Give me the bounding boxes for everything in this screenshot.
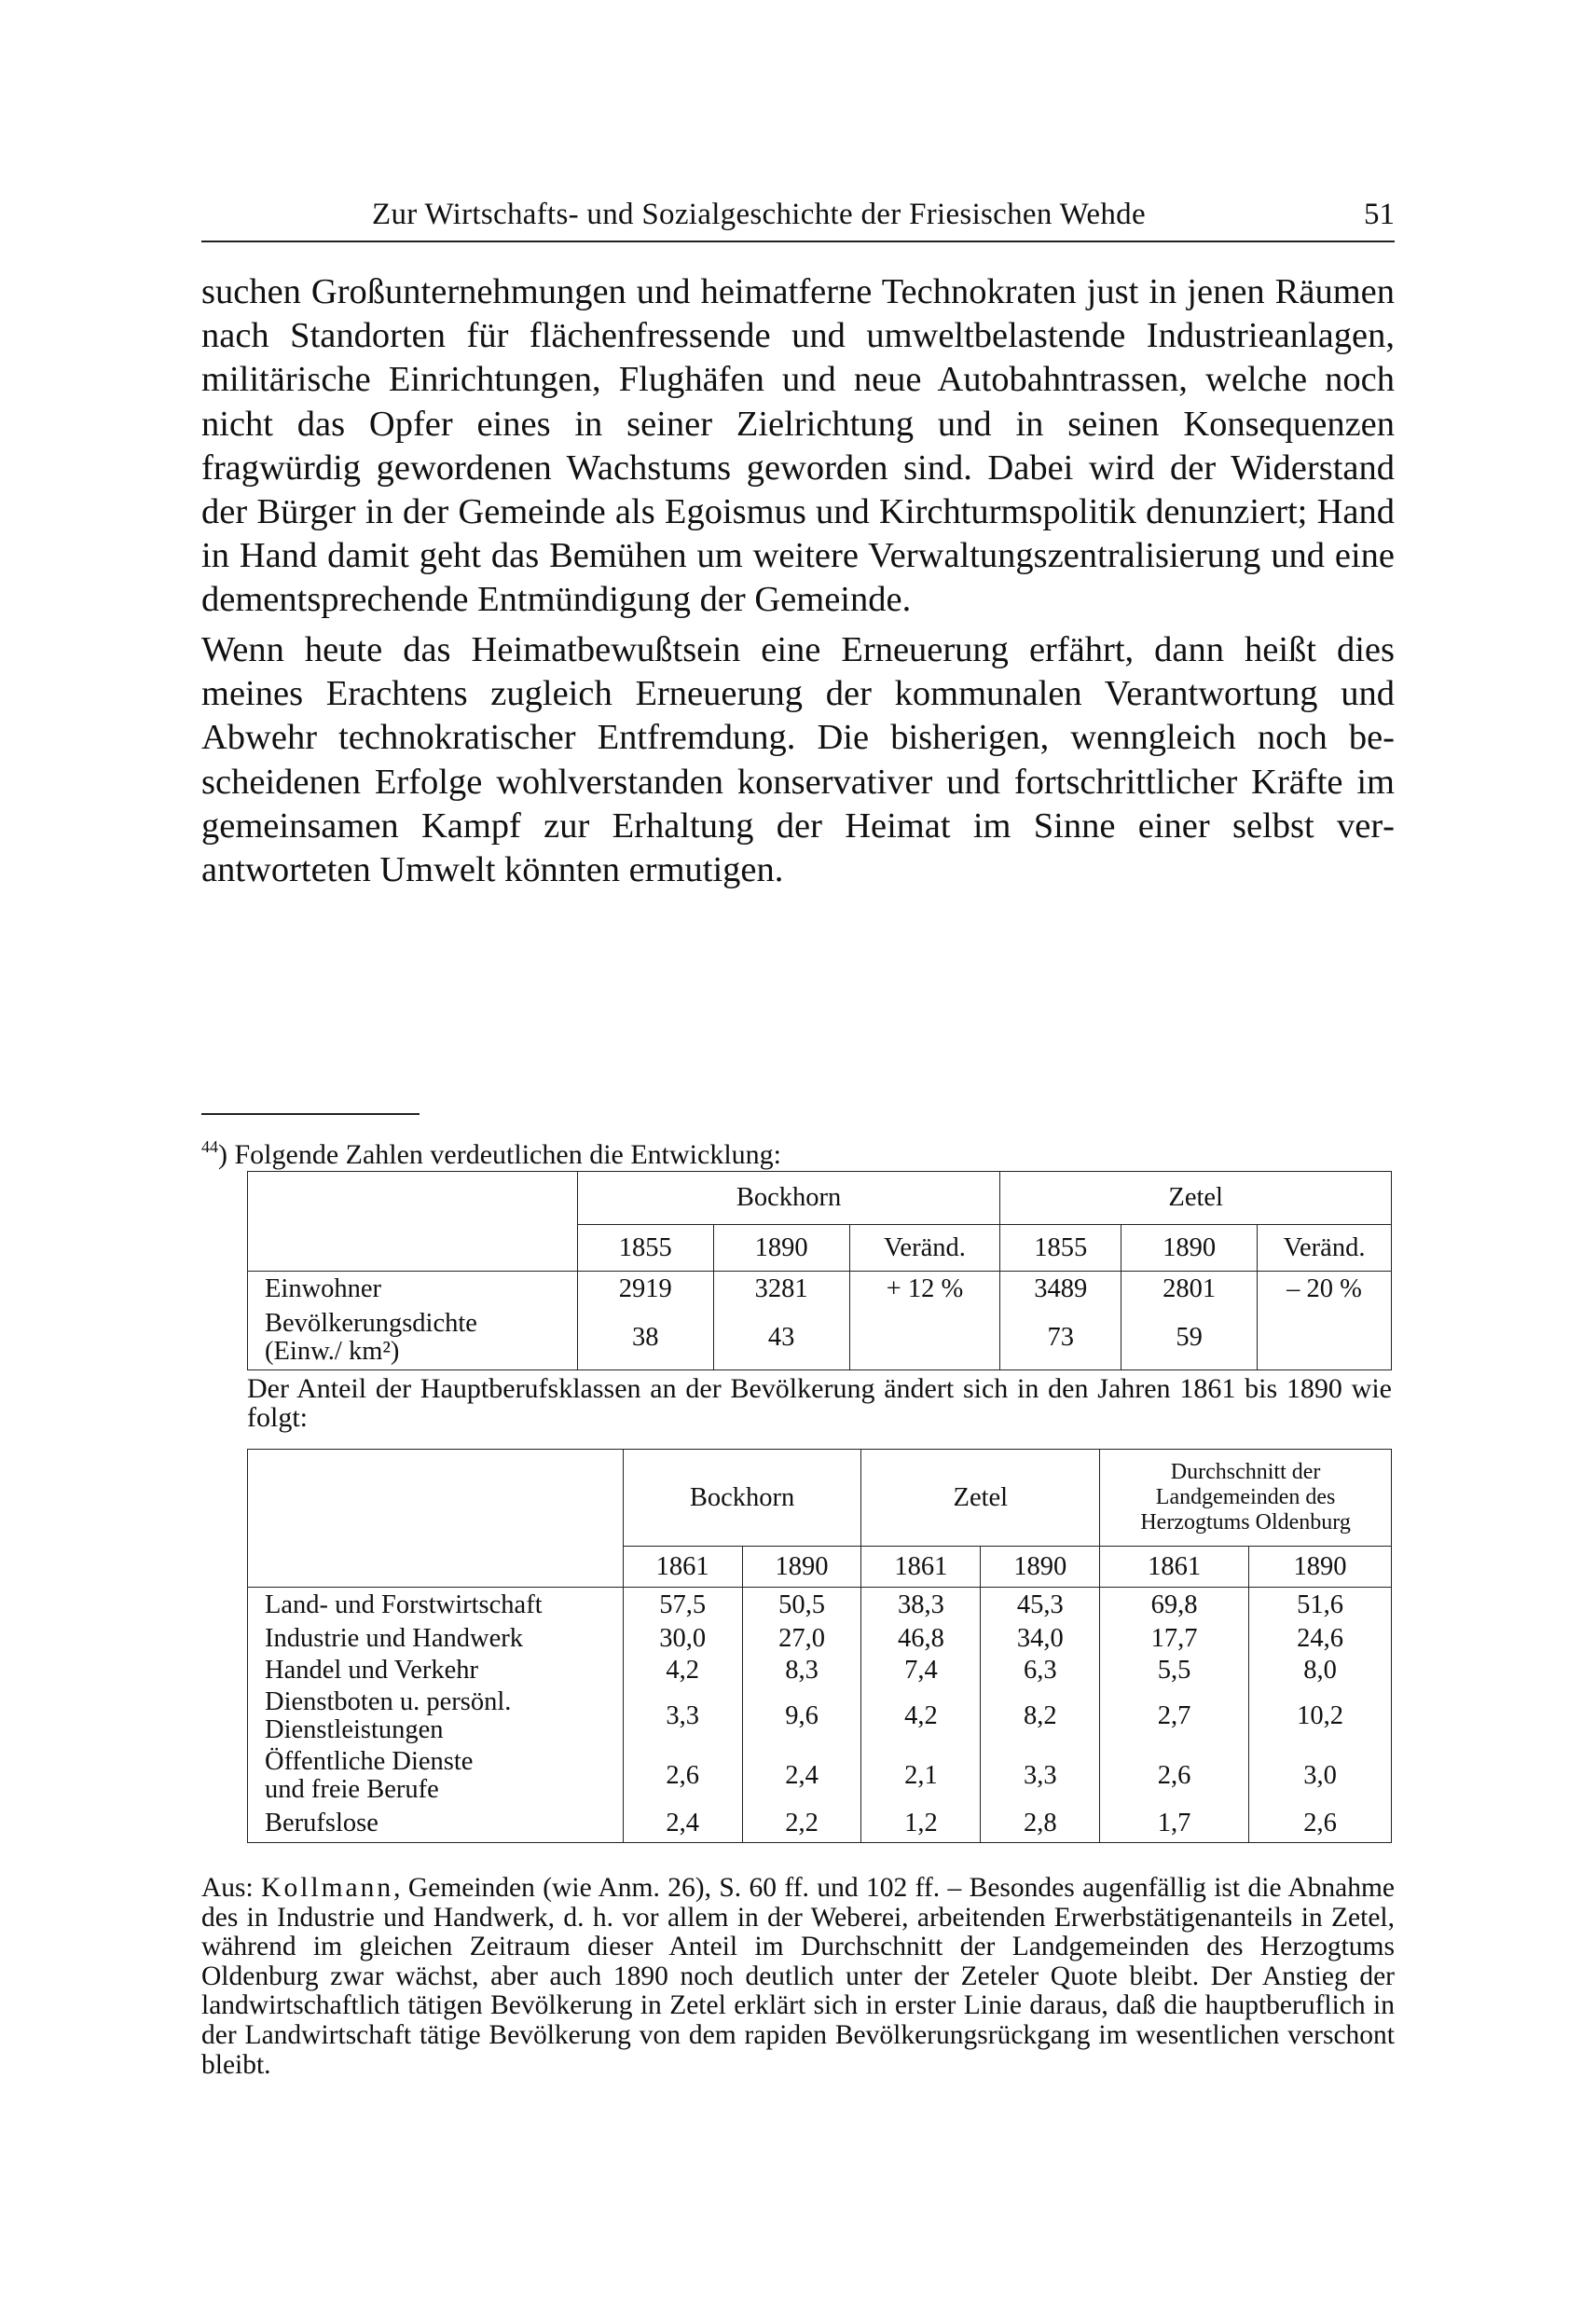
body-paragraph-2: Wenn heute das Heimatbewußtsein eine Erneuerung erfährt, dann heißt dies meines Erachtens zugleich Erneuerung der kommunalen Verantwortung und Abwehr technokratischer Entfremdung. Die bisherigen, wenngleich noch bescheidenen Erfolge wohlverstanden konservativer und fortschrittlicher Kräfte im gemeinsamen Kampf zur Erhaltung der Heimat im Sinne einer selbst verantworteten Umwelt könnten ermutigen. bbox=[201, 630, 1395, 890]
table-cell: 1,7 bbox=[1100, 1806, 1249, 1843]
table-row bbox=[248, 1623, 1392, 1655]
table1-subheader: 1890 bbox=[713, 1225, 849, 1272]
table2-subheader: 1890 bbox=[742, 1547, 861, 1588]
table-cell: 8,3 bbox=[742, 1655, 861, 1686]
table-cell: 46,8 bbox=[861, 1623, 981, 1655]
table1-group-header: Bockhorn bbox=[577, 1172, 1000, 1225]
table-cell: 51,6 bbox=[1249, 1588, 1392, 1623]
table-cell: 3,3 bbox=[981, 1746, 1100, 1806]
table2-group-header bbox=[1100, 1450, 1392, 1547]
group-header-line: Landgemeinden des bbox=[1155, 1485, 1336, 1509]
table-cell: 57,5 bbox=[623, 1588, 742, 1623]
row-label: Handel und Verkehr bbox=[248, 1655, 624, 1686]
table-cell: 3,3 bbox=[623, 1686, 742, 1746]
table-cell: 38 bbox=[577, 1307, 713, 1370]
footnote-intro-text: ) Folgende Zahlen verdeutlichen die Entwicklung: bbox=[218, 1139, 781, 1170]
table-cell: 2,1 bbox=[861, 1746, 981, 1806]
row-label bbox=[248, 1746, 624, 1806]
occupation-table bbox=[247, 1449, 1392, 1843]
table2-label-cell bbox=[248, 1547, 624, 1588]
row-label-line: und freie Berufe bbox=[265, 1774, 439, 1804]
table-cell: 30,0 bbox=[623, 1623, 742, 1655]
table-row bbox=[248, 1806, 1392, 1843]
table-cell: 6,3 bbox=[981, 1655, 1100, 1686]
table2-subheader: 1861 bbox=[861, 1547, 981, 1588]
table-cell: 24,6 bbox=[1249, 1623, 1392, 1655]
table-cell: 38,3 bbox=[861, 1588, 981, 1623]
row-label-line: (Einw./ km²) bbox=[265, 1337, 400, 1367]
footnote-rule bbox=[201, 1113, 420, 1115]
table-cell: 2,6 bbox=[1249, 1806, 1392, 1843]
population-table bbox=[247, 1171, 1392, 1370]
table-cell: 2,4 bbox=[623, 1806, 742, 1843]
table-cell: 2,4 bbox=[742, 1746, 861, 1806]
table-cell: 17,7 bbox=[1100, 1623, 1249, 1655]
group-header-line: Durchschnitt der bbox=[1170, 1460, 1321, 1484]
table-cell: 1,2 bbox=[861, 1806, 981, 1843]
row-label bbox=[248, 1307, 578, 1370]
table2-subheader: 1890 bbox=[981, 1547, 1100, 1588]
table-row bbox=[248, 1272, 1392, 1307]
table-transition-text: Der Anteil der Hauptberufsklassen an der Bevölkerung ändert sich in den Jahren 1861 bis 1890 wie folgt: bbox=[247, 1373, 1392, 1433]
source-note bbox=[201, 1874, 1395, 2080]
table-cell: 3281 bbox=[713, 1272, 849, 1307]
body-paragraph-1: suchen Großunternehmungen und heimatferne Technokraten just in jenen Räumen nach Standorten für flächenfressende und umweltbelastende Industrieanlagen, militärische Einrichtungen, Flughäfen und neue Autobahntrassen, welche noch nicht das Opfer eines in seiner Zielrichtung und in seinen Konsequenzen fragwürdig gewordenen Wachstums geworden sind. Dabei wird der Widerstand der Bürger in der Gemeinde als Egoismus und Kirchturmspolitik denunziert; Hand in Hand damit geht das Bemühen um weitere Verwaltungszentralisierung und eine dementsprechende Entmündigung der Gemeinde. bbox=[201, 272, 1395, 620]
table1-subheader: 1855 bbox=[1000, 1225, 1121, 1272]
source-text: , Gemeinden (wie Anm. 26), S. 60 ff. und 102 ff. – Besondes augenfällig ist die Abnahme des in Industrie und Handwerk, d. h. vor allem in der Weberei, arbeitenden Erwerbstätigenanteils in Zetel, während im gleichen Zeitraum dieser Anteil im Durchschnitt der Landgemeinden des Herzogtums Oldenburg zwar wächst, aber auch 1890 noch deutlich unter der Zeteler Quote bleibt. Der Anstieg der landwirtschaftlich tätigen Bevölkerung in Zetel erklärt sich in erster Linie daraus, daß die hauptberuflich in der Landwirtschaft tätige Bevölkerung von dem rapiden Bevölkerungsrückgang im wesentlichen verschont bleibt. bbox=[201, 1873, 1396, 2080]
table-cell: 2,6 bbox=[1100, 1746, 1249, 1806]
table-cell: 8,0 bbox=[1249, 1655, 1392, 1686]
row-label: Industrie und Handwerk bbox=[248, 1623, 624, 1655]
row-label: Land- und Forstwirtschaft bbox=[248, 1588, 624, 1623]
table-cell: 3,0 bbox=[1249, 1746, 1392, 1806]
table2-subheader: 1861 bbox=[1100, 1547, 1249, 1588]
running-title: Zur Wirtschafts- und Sozialgeschichte der Friesischen Wehde bbox=[372, 198, 1146, 231]
row-label-line: Dienstleistungen bbox=[265, 1714, 444, 1744]
table2-group-header: Bockhorn bbox=[623, 1450, 861, 1547]
group-header-line: Herzogtums Oldenburg bbox=[1140, 1510, 1351, 1534]
table-cell: 2,2 bbox=[742, 1806, 861, 1843]
table2-subheader: 1890 bbox=[1249, 1547, 1392, 1588]
table1-subheader: 1890 bbox=[1121, 1225, 1258, 1272]
table1-subheader: Veränd. bbox=[1258, 1225, 1392, 1272]
table-cell: 8,2 bbox=[981, 1686, 1100, 1746]
table-cell: 4,2 bbox=[861, 1686, 981, 1746]
table-cell: 45,3 bbox=[981, 1588, 1100, 1623]
row-label-line: Bevölkerungsdichte bbox=[265, 1309, 477, 1339]
page-number: 51 bbox=[1364, 198, 1395, 231]
row-label-line: Dienstboten u. persönl. bbox=[265, 1686, 512, 1716]
source-author: Kollmann bbox=[261, 1873, 394, 1903]
table1-group-header: Zetel bbox=[1000, 1172, 1392, 1225]
table-row bbox=[248, 1655, 1392, 1686]
footnote-intro bbox=[201, 1130, 781, 1172]
table2-group-header: Zetel bbox=[861, 1450, 1100, 1547]
table-cell: 27,0 bbox=[742, 1623, 861, 1655]
table-cell: 2,6 bbox=[623, 1746, 742, 1806]
table-cell: 5,5 bbox=[1100, 1655, 1249, 1686]
table-cell: 34,0 bbox=[981, 1623, 1100, 1655]
table1-subheader: Veränd. bbox=[849, 1225, 1000, 1272]
table-cell: 7,4 bbox=[861, 1655, 981, 1686]
table-row bbox=[248, 1686, 1392, 1746]
table-cell: 4,2 bbox=[623, 1655, 742, 1686]
table-cell: 50,5 bbox=[742, 1588, 861, 1623]
running-header bbox=[201, 192, 1395, 242]
table-cell: 2,8 bbox=[981, 1806, 1100, 1843]
table-cell: 2,7 bbox=[1100, 1686, 1249, 1746]
table-cell: 9,6 bbox=[742, 1686, 861, 1746]
table1-subheader: 1855 bbox=[577, 1225, 713, 1272]
table-cell: 59 bbox=[1121, 1307, 1258, 1370]
table-cell: 69,8 bbox=[1100, 1588, 1249, 1623]
footnote-marker: 44 bbox=[201, 1137, 218, 1156]
table-row bbox=[248, 1307, 1392, 1370]
table1-label-cell bbox=[248, 1225, 578, 1272]
source-prefix: Aus: bbox=[201, 1873, 262, 1903]
table-cell: 73 bbox=[1000, 1307, 1121, 1370]
table-row bbox=[248, 1746, 1392, 1806]
table-cell: 3489 bbox=[1000, 1272, 1121, 1307]
table-cell bbox=[1258, 1307, 1392, 1370]
table1-corner bbox=[248, 1172, 578, 1225]
row-label bbox=[248, 1686, 624, 1746]
table-cell: 2801 bbox=[1121, 1272, 1258, 1307]
table-cell bbox=[849, 1307, 1000, 1370]
table2-corner bbox=[248, 1450, 624, 1547]
table-cell: + 12 % bbox=[849, 1272, 1000, 1307]
table-cell: 43 bbox=[713, 1307, 849, 1370]
row-label-line: Öffentliche Dienste bbox=[265, 1746, 474, 1776]
row-label: Einwohner bbox=[248, 1272, 578, 1307]
table-cell: – 20 % bbox=[1258, 1272, 1392, 1307]
table-row bbox=[248, 1588, 1392, 1623]
row-label: Berufslose bbox=[248, 1806, 624, 1843]
table-cell: 10,2 bbox=[1249, 1686, 1392, 1746]
table-cell: 2919 bbox=[577, 1272, 713, 1307]
table2-subheader: 1861 bbox=[623, 1547, 742, 1588]
